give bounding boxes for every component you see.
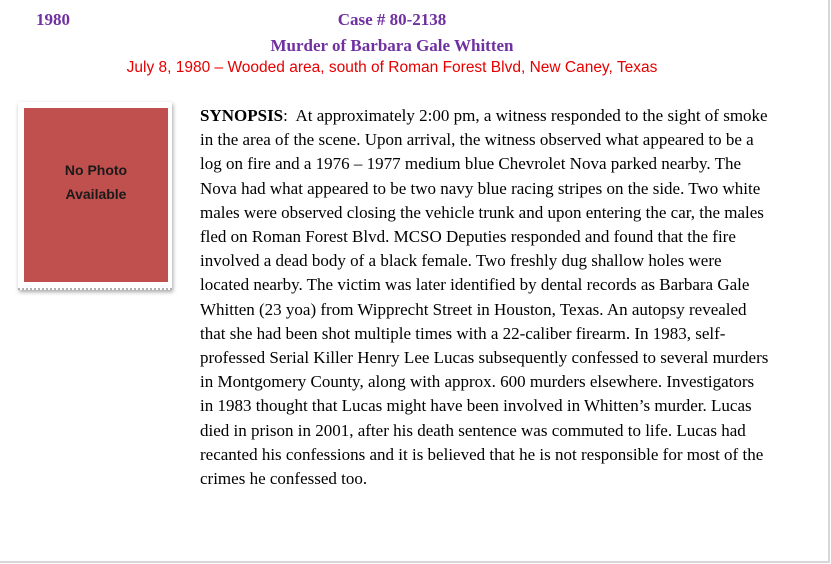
case-date-location: July 8, 1980 – Wooded area, south of Roman Forest Blvd, New Caney, Texas xyxy=(126,59,658,76)
synopsis-text: At approximately 2:00 pm, a witness responded to the sight of smoke in the area of the scene. Upon arrival, the witness observed what appeared to be a log on fire and a 1976 – 1977 medium blue Chevrolet Nova parked nearby. The Nova had what appeared to be two navy blue racing stripes on the side. Two white males were observed closing the vehicle trunk and upon entering the car, the males fled on Roman Forest Blvd. MCSO Deputies responded and found that the fire involved a dead body of a black female. Two freshly dug shallow holes were located nearby. The victim was later identified by dental records as Barbara Gale Whitten (23 yoa) from Wipprecht Street in Houston, Texas. An autopsy revealed that she had been shot multiple times with a 22-caliber firearm. In 1983, self-professed Serial Killer Henry Lee Lucas subsequently confessed to several murders in Montgomery County, along with approx. 600 murders elsewhere. Investigators in 1983 thought that Lucas might have been involved in Whitten’s murder. Lucas died in prison in 2001, after his death sentence was commuted to life. Lucas had recanted his confessions and it is believed that he is not responsible for most of the crimes he confessed too. xyxy=(200,106,769,489)
case-title: Murder of Barbara Gale Whitten xyxy=(270,36,514,55)
no-photo-placeholder xyxy=(24,108,168,282)
no-photo-line-2: Available xyxy=(65,186,127,202)
synopsis-label: SYNOPSIS xyxy=(200,106,284,125)
victim-photo-frame xyxy=(18,102,172,290)
case-year: 1980 xyxy=(36,10,70,29)
no-photo-line-1: No Photo xyxy=(64,162,128,178)
no-photo-text xyxy=(24,158,168,206)
synopsis-paragraph: SYNOPSIS: At approximately 2:00 pm, a witness responded to the sight of smoke in the area of the scene. Upon arrival, the witness observed what appeared to be a log on fire and a 1976 – 1977 medium blue Chevrolet Nova parked nearby. The Nova had what appeared to be two navy blue racing stripes on the side. Two white males were observed closing the vehicle trunk and upon entering the car, the males fled on Roman Forest Blvd. MCSO Deputies responded and found that the fire involved a dead body of a black female. Two freshly dug shallow holes were located nearby. The victim was later identified by dental records as Barbara Gale Whitten (23 yoa) from Wipprecht Street in Houston, Texas. An autopsy revealed that she had been shot multiple times with a 22-caliber firearm. In 1983, self-professed Serial Killer Henry Lee Lucas subsequently confessed to several murders in Montgomery County, along with approx. 600 murders elsewhere. Investigators in 1983 thought that Lucas might have been involved in Whitten’s murder. Lucas died in prison in 2001, after his death sentence was commuted to life. Lucas had recanted his confessions and it is believed that he is not responsible for most of the crimes he confessed too. xyxy=(200,106,769,489)
case-number: Case # 80-2138 xyxy=(337,10,447,29)
